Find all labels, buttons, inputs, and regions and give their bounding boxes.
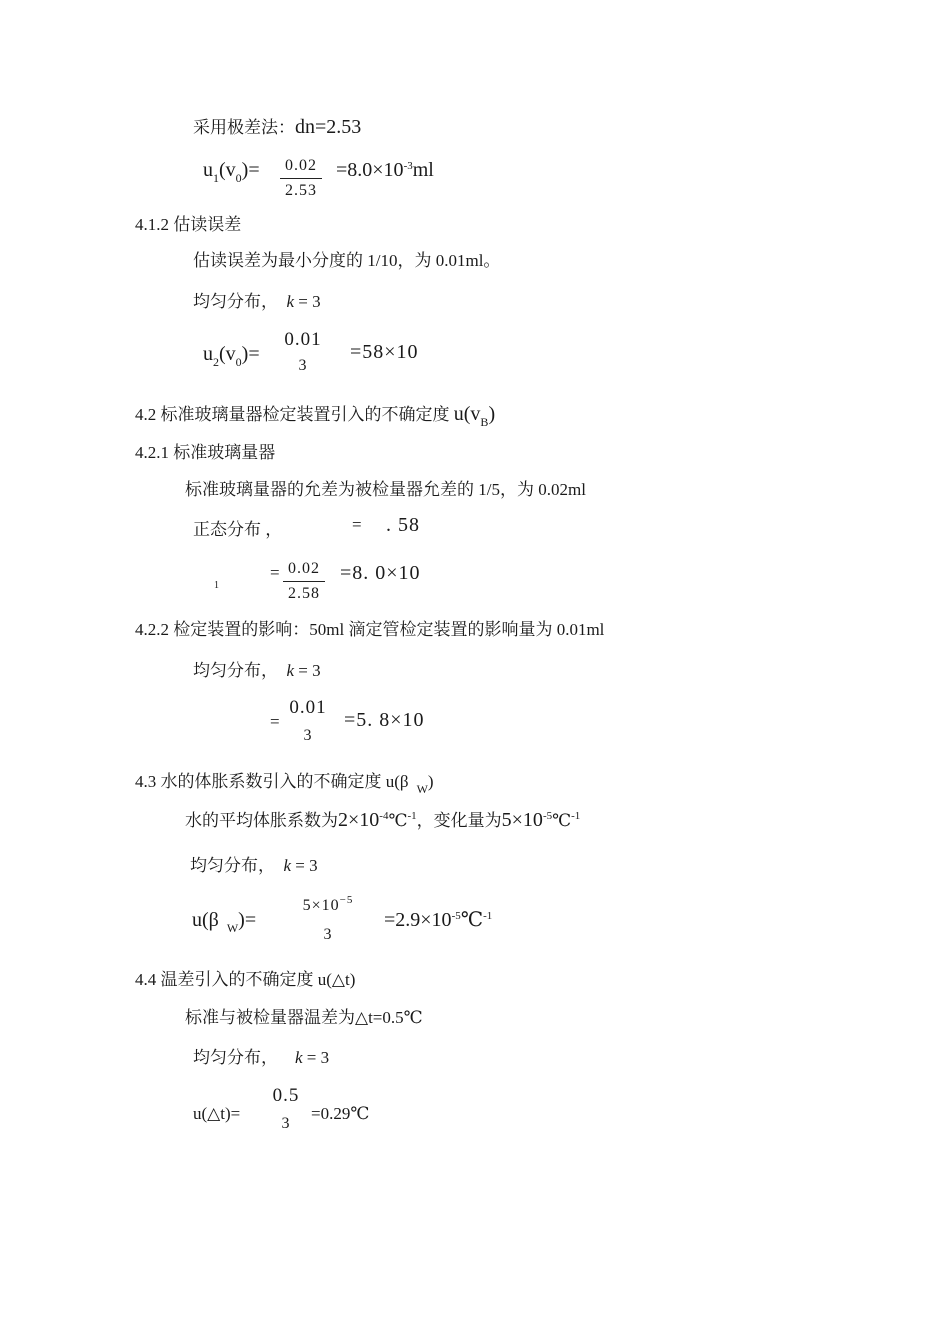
- k-symbol: k: [295, 1048, 303, 1067]
- uniform-distribution-line-2: [193, 661, 321, 681]
- heading-4-2-1: 4.2.1 标准玻璃量器: [135, 443, 276, 462]
- heading-4-4: 4.4 温差引入的不确定度 u(△t): [135, 970, 356, 989]
- eq-u1-lhs: [203, 159, 260, 185]
- exponent: -1: [407, 810, 417, 822]
- heading-4-2: [135, 403, 496, 429]
- fraction-bar: [280, 178, 322, 179]
- distribution-label: 均匀分布，: [193, 661, 278, 680]
- eq-u-symbol: u: [203, 159, 213, 181]
- eq5-result: [384, 910, 492, 933]
- eq3-equals: =: [270, 563, 280, 582]
- value: 5×10: [501, 809, 543, 831]
- fraction-denominator: 2.53: [285, 182, 317, 199]
- eq-u1-result: [336, 160, 434, 183]
- eq3-subscript: 1: [214, 580, 219, 591]
- heading-4-1-2: 4.1.2 估读误差: [135, 215, 242, 234]
- k-symbol: k: [283, 856, 292, 875]
- fraction-denominator: 3: [281, 1115, 291, 1132]
- exponent: -1: [571, 810, 581, 822]
- fraction-numerator: 0.02: [285, 157, 317, 174]
- eq-text: )=: [238, 909, 257, 931]
- fraction-denominator: 3: [298, 357, 308, 374]
- value: 2×10: [338, 809, 380, 831]
- eq3-result: =8. 0×10: [340, 562, 421, 584]
- k-symbol: k: [286, 661, 295, 680]
- numerator-exponent: −5: [339, 894, 354, 906]
- unit: ℃: [388, 811, 408, 830]
- eq-u1-fraction: [280, 156, 322, 201]
- text: ，变化量为: [416, 811, 502, 830]
- fraction-numerator: 0.5: [272, 1085, 300, 1106]
- eq6-result: =0.29℃: [311, 1104, 370, 1123]
- eq-u-symbol: u: [203, 343, 213, 365]
- eq-result-text: =2.9×10: [384, 909, 452, 931]
- fraction-denominator: 3: [303, 727, 313, 744]
- eq-text: )=: [241, 159, 260, 181]
- eq-subscript: 0: [235, 171, 242, 185]
- k-symbol: k: [286, 292, 295, 311]
- heading-subscript: B: [480, 415, 489, 429]
- heading-symbol: ): [488, 403, 496, 425]
- heading-4-2-2: 4.2.2 检定装置的影响：50ml 滴定管检定装置的影响量为 0.01ml: [135, 620, 605, 639]
- eq-subscript: W: [226, 921, 239, 935]
- eq-result-text: =8.0×10: [336, 159, 404, 181]
- exponent: -4: [379, 810, 389, 822]
- numerator-base: 5×10: [302, 897, 340, 914]
- eq-unit: ℃: [460, 909, 484, 931]
- fraction-numerator: 0.01: [284, 329, 322, 350]
- eq-u2-fraction: [280, 330, 326, 376]
- range-method-label: 采用极差法：: [193, 118, 295, 137]
- eq-unit: ml: [412, 159, 434, 181]
- dn-value: dn=2.53: [295, 116, 362, 138]
- heading-text: 4.3 水的体胀系数引入的不确定度 u(β: [135, 772, 409, 791]
- heading-symbol: ): [427, 772, 434, 791]
- fraction-numerator: 0.02: [288, 560, 320, 577]
- eq-text: (v: [219, 343, 236, 365]
- uniform-distribution-line-3: [190, 856, 318, 876]
- distribution-label: 均匀分布，: [193, 1048, 278, 1067]
- standard-glass-tolerance-text: 标准玻璃量器的允差为被检量器允差的 1/5，为 0.02ml: [185, 480, 586, 499]
- eq-u-symbol: u(β: [192, 909, 219, 931]
- eq5-lhs: [192, 909, 257, 935]
- eq-subscript: 0: [235, 355, 242, 369]
- distribution-label: 均匀分布，: [193, 292, 278, 311]
- eq6-lhs: u(△t)=: [193, 1104, 241, 1123]
- normal-distribution-line: 正态分布 ，: [193, 520, 283, 539]
- eq-subscript: 2: [213, 355, 219, 369]
- temperature-difference-text: 标准与被检量器温差为△t=0.5℃: [185, 1008, 423, 1027]
- normal-k-value: . 58: [386, 514, 420, 536]
- eq-exponent: -1: [483, 910, 493, 922]
- uniform-distribution-line-1: [193, 292, 321, 312]
- k-value: = 3: [306, 1048, 330, 1067]
- eq4-result: =5. 8×10: [344, 709, 425, 731]
- k-value: = 3: [298, 661, 321, 680]
- eq-u2-result: =58×10: [350, 341, 419, 363]
- fraction-bar: [283, 581, 325, 582]
- eq3-fraction: [283, 559, 325, 604]
- k-value: = 3: [298, 292, 321, 311]
- exponent: -5: [542, 810, 553, 822]
- normal-eq-sign: =: [352, 515, 362, 534]
- eq-exponent: -3: [403, 160, 413, 172]
- eq6-fraction: [264, 1086, 308, 1134]
- eq5-fraction: [292, 896, 364, 945]
- eq-exponent: -5: [451, 910, 461, 922]
- fraction-numerator: 0.01: [289, 697, 327, 718]
- k-value: = 3: [295, 856, 318, 875]
- eq-text: )=: [241, 343, 260, 365]
- eq4-equals: =: [270, 712, 280, 731]
- eq4-fraction: [285, 698, 331, 746]
- heading-symbol: u(v: [453, 403, 481, 425]
- unit: ℃: [552, 811, 572, 830]
- fraction-denominator: 3: [323, 926, 333, 943]
- distribution-label: 均匀分布，: [190, 856, 275, 875]
- text: 水的平均体胀系数为: [185, 811, 338, 830]
- heading-4-3: [135, 772, 434, 796]
- fraction-numerator: [292, 896, 364, 917]
- eq-u2-lhs: [203, 343, 260, 369]
- eq-text: (v: [219, 159, 236, 181]
- eq-subscript: 1: [213, 171, 219, 185]
- heading-text: 4.2 标准玻璃量器检定装置引入的不确定度: [135, 405, 454, 424]
- water-expansion-text: [185, 810, 580, 833]
- range-method-line: [193, 117, 361, 138]
- uniform-distribution-line-4: [193, 1048, 329, 1068]
- fraction-denominator: 2.58: [288, 585, 320, 602]
- heading-subscript: W: [416, 782, 428, 796]
- reading-error-text: 估读误差为最小分度的 1/10，为 0.01ml。: [193, 251, 501, 270]
